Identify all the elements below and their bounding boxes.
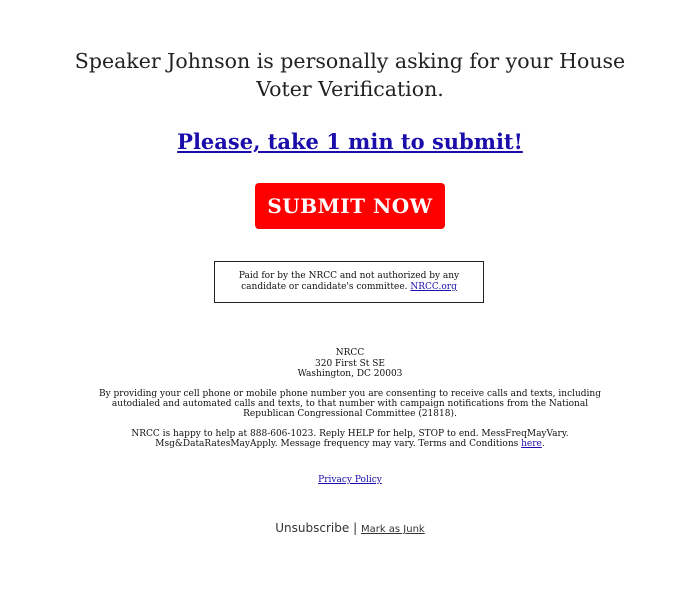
submit-now-button[interactable]: SUBMIT NOW — [255, 183, 445, 229]
sms-consent-text: By providing your cell phone or mobile phone number you are consenting to receive calls and texts, including autodialed and automated calls and texts, to that number with campaign notifications from the National Republican Congressional Committee (21818). — [98, 389, 601, 419]
headline: Speaker Johnson is personally asking for your House Voter Verification. — [74, 49, 626, 101]
help-period: . — [541, 439, 545, 449]
footer-separator: | — [353, 521, 358, 535]
help-text-block — [95, 429, 605, 449]
submit-text-link[interactable]: Please, take 1 min to submit! — [177, 129, 523, 154]
privacy-policy-link[interactable]: Privacy Policy — [318, 475, 382, 485]
paid-for-disclaimer — [214, 261, 484, 303]
mailing-address — [0, 348, 700, 380]
address-org: NRCC — [335, 348, 365, 358]
cta-link-container — [0, 127, 700, 157]
unsubscribe-footer — [0, 520, 700, 538]
mark-as-junk-link[interactable]: Mark as Junk — [360, 524, 425, 535]
unsubscribe-link[interactable]: Unsubscribe — [275, 521, 350, 535]
address-street: 320 First St SE — [315, 358, 385, 369]
terms-here-link[interactable]: here — [521, 439, 542, 449]
privacy-container — [0, 475, 700, 486]
help-text: NRCC is happy to help at 888-606-1023. Reply HELP for help, STOP to end. MessFreqMayVary. Msg&DataRatesMayApply. Message frequency may vary. Terms and Conditions — [131, 429, 569, 449]
nrcc-org-link[interactable]: NRCC.org — [410, 282, 457, 292]
address-city: Washington, DC 20003 — [297, 369, 403, 379]
disclaimer-text: Paid for by the NRCC and not authorized by any candidate or candidate's committee. — [238, 271, 460, 292]
